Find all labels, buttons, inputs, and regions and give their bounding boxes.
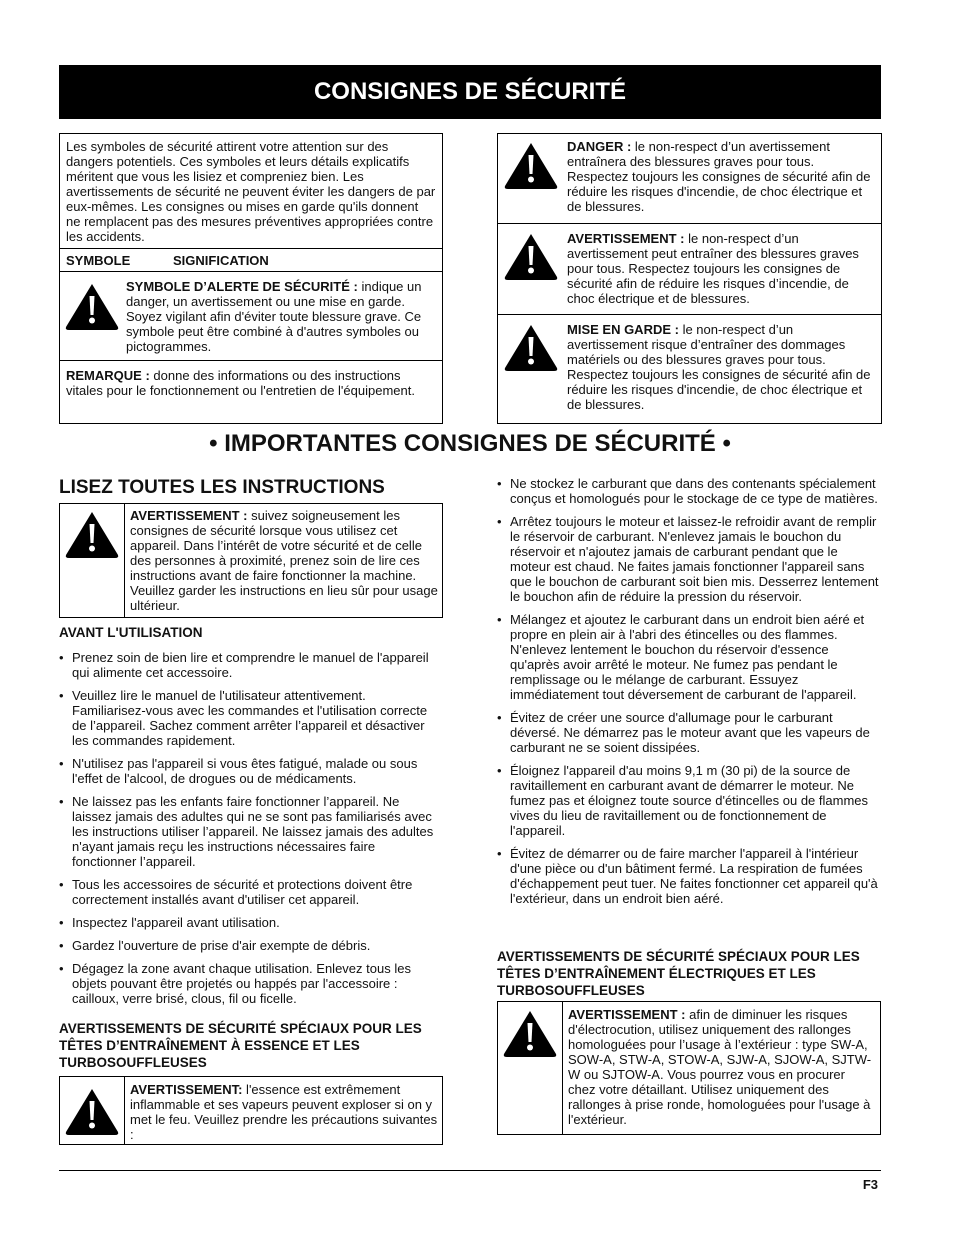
list-item: • N'utilisez pas l'appareil si vous êtes fatigué, malade ou sous l'effet de l'alcool, de drogues ou de médicaments. [59,756,441,786]
gas-warning-body: l'essence est extrêmement inflammable et ses vapeurs peuvent exploser si on y met le feu. Veuillez prendre les précautions suivantes : [130,1082,438,1142]
divider [60,248,442,249]
warning-triangle-icon [504,141,558,189]
list-item: • Mélangez et ajoutez le carburant dans un endroit bien aéré et propre en plein air à l'abri des étincelles ou des flammes. N'enlevez lentement le bouchon du réservoir d'essence qu'après avoir arrêté le moteur. Ne fumez pas pendant le remplissage ou le mélange de carburant. Essuyez immédiatement tout déversement de carburant de l'appareil. [497,612,881,702]
page-number: F3 [862,1177,878,1192]
warning-triangle-icon [503,1009,557,1057]
footer-rule [59,1170,881,1171]
box-divider [124,1077,125,1144]
gas-warning-box [59,1076,443,1145]
gas-warnings-title: AVERTISSEMENTS DE SÉCURITÉ SPÉCIAUX POUR LES TÊTES D’ENTRAÎNEMENT À ESSENCE ET LES TURBOSOUFFLEUSES [59,1021,422,1070]
electric-warning-text [568,1007,876,1127]
page-banner-title: CONSIGNES DE SÉCURITÉ [59,65,881,119]
list-item: • Tous les accessoires de sécurité et protections doivent être correctement installés avant d'utiliser cet appareil. [59,877,441,907]
symbol-column-header: SYMBOLE [66,253,131,268]
warning-triangle-icon [504,232,558,280]
warning-triangle-icon [504,323,558,371]
avertissement-text: le non-respect d’un avertissement peut entraîner des blessures graves pour tous. Respectez toujours les consignes de sécurité afin de réduire les risques d’incendie, de choc électrique et de blessures. [567,231,859,306]
before-use-title: AVANT L'UTILISATION [59,625,203,640]
gas-warning-text [130,1082,438,1142]
intro-text: Les symboles de sécurité attirent votre attention sur des dangers potentiels. Ces symboles et leurs détails explicatifs méritent que vous les lisiez et compreniez bien. Les avertissements de sécurité ne peuvent éviter les dangers de par eux-mêmes. Les consignes ou mises en garde qu'ils donnent ne remplacent pas des mesures préventives appropriées contre les accidents. [66,139,436,244]
remarque-description [66,368,436,398]
warning-triangle-icon [65,1087,119,1135]
divider [498,314,881,315]
list-item: • Dégagez la zone avant chaque utilisation. Enlevez tous les objets pouvant être projetés ou happés par l'accessoire : cailloux, verre brisé, clous, fil ou ficelle. [59,961,441,1006]
danger-label: DANGER : [567,139,632,154]
divider [60,360,442,361]
electric-warning-label: AVERTISSEMENT : [568,1007,686,1022]
read-warning-box [59,503,443,618]
gas-warning-label: AVERTISSEMENT: [130,1082,243,1097]
divider [60,271,442,272]
remarque-label: REMARQUE : [66,368,150,383]
warning-triangle-icon [65,510,119,558]
electric-warning-body: afin de diminuer les risques d'électrocution, utilisez uniquement des rallonges homologuées pour l’usage à l’extérieur : type SW-A, SOW-A, STW-A, STOW-A, SJW-A, SJOW-A, SJTW-W ou SJTOW-A. Vous pourrez vous en procurer chez votre détaillant. Utilisez uniquement des rallonges à prise ronde, homologuées pour l'usage à l'extérieur. [568,1007,872,1127]
remarque-text: donne des informations ou des instructions vitales pour le fonctionnement ou l'entretien de l'équipement. [66,368,415,398]
mise-en-garde-text: le non-respect d’un avertissement risque d’entraîner des dommages matériels ou des blessures graves pour tous. Respectez toujours les consignes de sécurité afin de réduire les risques d'incendie, de choc électrique et de blessures. [567,322,871,412]
avertissement-label: AVERTISSEMENT : [567,231,685,246]
electric-warnings-title: AVERTISSEMENTS DE SÉCURITÉ SPÉCIAUX POUR LES TÊTES D’ENTRAÎNEMENT ÉLECTRIQUES ET LES TURBOSOUFFLEUSES [497,949,860,998]
list-item: • Éloignez l'appareil d'au moins 9,1 m (30 pi) de la source de ravitaillement en carburant avant de démarrer le moteur. Ne fumez pas et éloignez toute source d'étincelles ou de flammes vives du lieu de ravitaillement ou de fonctionnement de l'appareil. [497,763,881,838]
before-use-list [59,650,441,1014]
symbols-table [59,133,443,424]
list-item: • Prenez soin de bien lire et comprendre le manuel de l'appareil qui alimente cet accessoire. [59,650,441,680]
box-divider [124,504,125,617]
read-warning-body: suivez soigneusement les consignes de sécurité lorsque vous utilisez cet appareil. Dans l’intérêt de votre sécurité et de celle des personnes à proximité, prenez soin de lire ces instructions avant de faire fonctionner la machine. Veuillez garder les instructions en lieu sûr pour usage ultérieur. [130,508,438,613]
list-item: • Veuillez lire le manuel de l'utilisateur attentivement. Familiarisez-vous avec les commandes et l'utilisation correcte de l’appareil. Sachez comment arrêter l’appareil et désactiver les commandes rapidement. [59,688,441,748]
alert-symbol-description [126,279,438,354]
avertissement-description [567,231,873,306]
electric-warning-box [497,1001,881,1135]
alert-symbol-label: SYMBOLE D’ALERTE DE SÉCURITÉ : [126,279,358,294]
read-warning-label: AVERTISSEMENT : [130,508,248,523]
list-item: • Arrêtez toujours le moteur et laissez-le refroidir avant de remplir le réservoir de carburant. N'enlevez jamais le bouchon du réservoir et n'ajoutez jamais de carburant pendant que le moteur est chaud. Ne faites jamais fonctionner l'appareil sans que le bouchon de carburant soit bien mis. Desserrez lentement le bouchon afin de réduire la pression du réservoir. [497,514,881,604]
mise-en-garde-description [567,322,873,412]
list-item: • Ne laissez pas les enfants faire fonctionner l’appareil. Ne laissez jamais des adultes qui ne se sont pas familiarisés avec les instructions utiliser l’appareil. Ne laissez jamais des adultes n'ayant jamais reçu les instructions nécessaires faire fonctionner l’appareil. [59,794,441,869]
danger-text: le non-respect d’un avertissement entraînera des blessures graves pour tous. Respectez toujours les consignes de sécurité afin de réduire les risques d'incendie, de choc électrique et de blessures. [567,139,871,214]
alert-symbol-text: indique un danger, un avertissement ou une mise en garde. Soyez vigilant afin d'éviter toute blessure grave. Ce symbole peut être combiné à d'autres symboles ou pictogrammes. [126,279,422,354]
list-item: • Gardez l'ouverture de prise d'air exempte de débris. [59,938,441,953]
hazard-levels-table [497,133,882,424]
list-item: • Inspectez l'appareil avant utilisation. [59,915,441,930]
read-instructions-title: LISEZ TOUTES LES INSTRUCTIONS [59,477,385,498]
box-divider [562,1002,563,1134]
fuel-list [497,476,881,914]
warning-triangle-icon [65,282,119,330]
divider [498,223,881,224]
list-item: • Évitez de démarrer ou de faire marcher l'appareil à l'intérieur d'une pièce ou d'un bâtiment fermé. La respiration de fumées d'échappement peut tuer. Ne faites fonctionner cet appareil qu'à l'extérieur, dans un endroit bien aéré. [497,846,881,906]
list-item: • Ne stockez le carburant que dans des contenants spécialement conçus et homologués pour le stockage de ce type de matières. [497,476,881,506]
read-warning-text [130,508,438,613]
list-item: • Évitez de créer une source d'allumage pour le carburant déversé. Ne démarrez pas le moteur avant que les vapeurs de carburant ne se soient dissipées. [497,710,881,755]
important-safety-title: • IMPORTANTES CONSIGNES DE SÉCURITÉ • [209,430,731,457]
meaning-column-header: SIGNIFICATION [173,253,269,268]
mise-en-garde-label: MISE EN GARDE : [567,322,679,337]
danger-description [567,139,873,214]
